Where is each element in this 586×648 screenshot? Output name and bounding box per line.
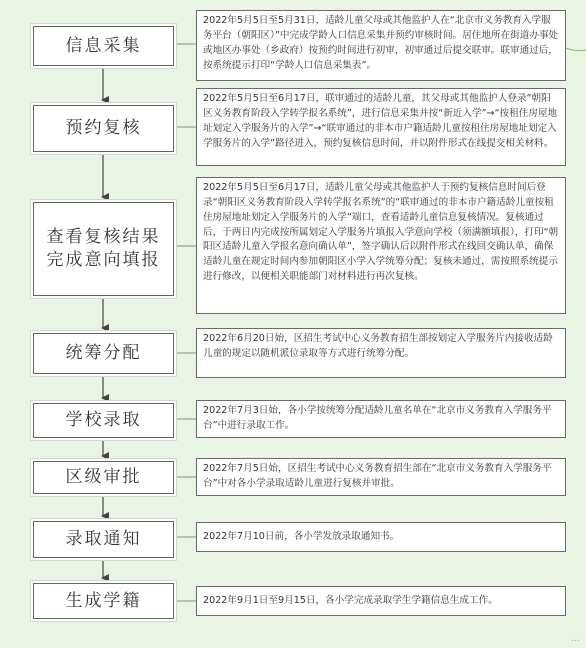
detail-admission-notice: [196, 522, 566, 552]
decorative-curve: [566, 48, 586, 51]
step-allocation: [33, 333, 174, 374]
step-label: 生成学籍: [65, 590, 142, 611]
detail-info-collection: [196, 10, 566, 81]
detail-text: 2022年5月5日至5月31日，适龄儿童父母或其他监护人在“北京市义务教育入学服务平台（朝阳区）”中完成学龄人口信息采集并预约审核时间。居住地所在街道办事处或地区办事处（乡政府）按预约时间进行初审，初审通过后提交联审。联审通过后，按系统提示打印“学龄人口信息采集表”。: [203, 15, 559, 71]
step-label: 区级审批: [65, 467, 142, 488]
step-district-approval: [33, 461, 174, 494]
detail-text: 2022年5月5日至6月17日，联审通过的适龄儿童，其父母或其他监护人登录“朝阳区义务教育阶段入学转学报名系统”，进行信息采集并按“新近入学”→“按租住房屋地址划定入学服务片的入学”→“联审通过的非本市户籍适龄儿童按租住房屋地址划定入学服务片的入学”路径进入，预约复核信息时间，并以附件形式在线提交相关材料。: [203, 93, 558, 149]
step-label: 信息采集: [65, 35, 142, 56]
detail-text: 2022年5月5日至6月17日，适龄儿童父母或其他监护人于预约复核信息时间后登录“朝阳区义务教育阶段入学转学报名系统”的“联审通过的非本市户籍适龄儿童按租住房屋地址划定入学服务片的入学”端口，查看适龄儿童信息复核情况。复核通过后，于两日内完成按所属划定入学服务片填报入学意向学校（须满额填报），打印“朝阳区适龄儿童入学报名意向确认单”，签字确认后以附件形式在线回交确认单，确保适龄儿童在规定时间内参加朝阳区小学入学统筹分配；复核未通过，需按照系统提示进行修改，以便相关职能部门对材料进行再次复核。: [203, 182, 559, 283]
detail-check-result-and-intent: [196, 177, 566, 314]
detail-text: 2022年7月10日前，各小学发放录取通知书。: [203, 530, 400, 542]
detail-district-approval: [196, 458, 566, 496]
detail-text: 2022年6月20日始，区招生考试中心义务教育招生部按划定入学服务片内接收适龄儿童的规定以随机派位录取等方式进行统筹分配。: [203, 333, 553, 359]
step-check-result-and-intent: [33, 202, 174, 296]
detail-text: 2022年7月3日始，各小学按统筹分配适龄儿童名单在“北京市义务教育入学服务平台”中进行录取工作。: [203, 405, 552, 431]
step-label: 学校录取: [65, 410, 142, 431]
watermark: ...: [571, 634, 580, 644]
step-generate-enrollment: [33, 583, 174, 619]
detail-text: 2022年7月5日始，区招生考试中心义务教育招生部在“北京市义务教育入学服务平台”中对各小学录取适龄儿童进行复核并审批。: [203, 463, 552, 489]
step-label: 查看复核结果 完成意向填报: [46, 227, 161, 270]
step-label: 预约复核: [65, 118, 142, 139]
detail-school-admission: [196, 400, 566, 438]
detail-generate-enrollment: [196, 586, 566, 616]
detail-appointment-review: [196, 88, 566, 166]
step-admission-notice: [33, 521, 174, 558]
step-appointment-review: [33, 105, 174, 152]
step-info-collection: [33, 26, 174, 66]
step-school-admission: [33, 403, 174, 438]
step-label: 录取通知: [65, 529, 142, 550]
step-label: 统筹分配: [65, 343, 142, 364]
detail-text: 2022年9月1日至9月15日，各小学完成录取学生学籍信息生成工作。: [203, 594, 498, 606]
detail-allocation: [196, 328, 566, 378]
